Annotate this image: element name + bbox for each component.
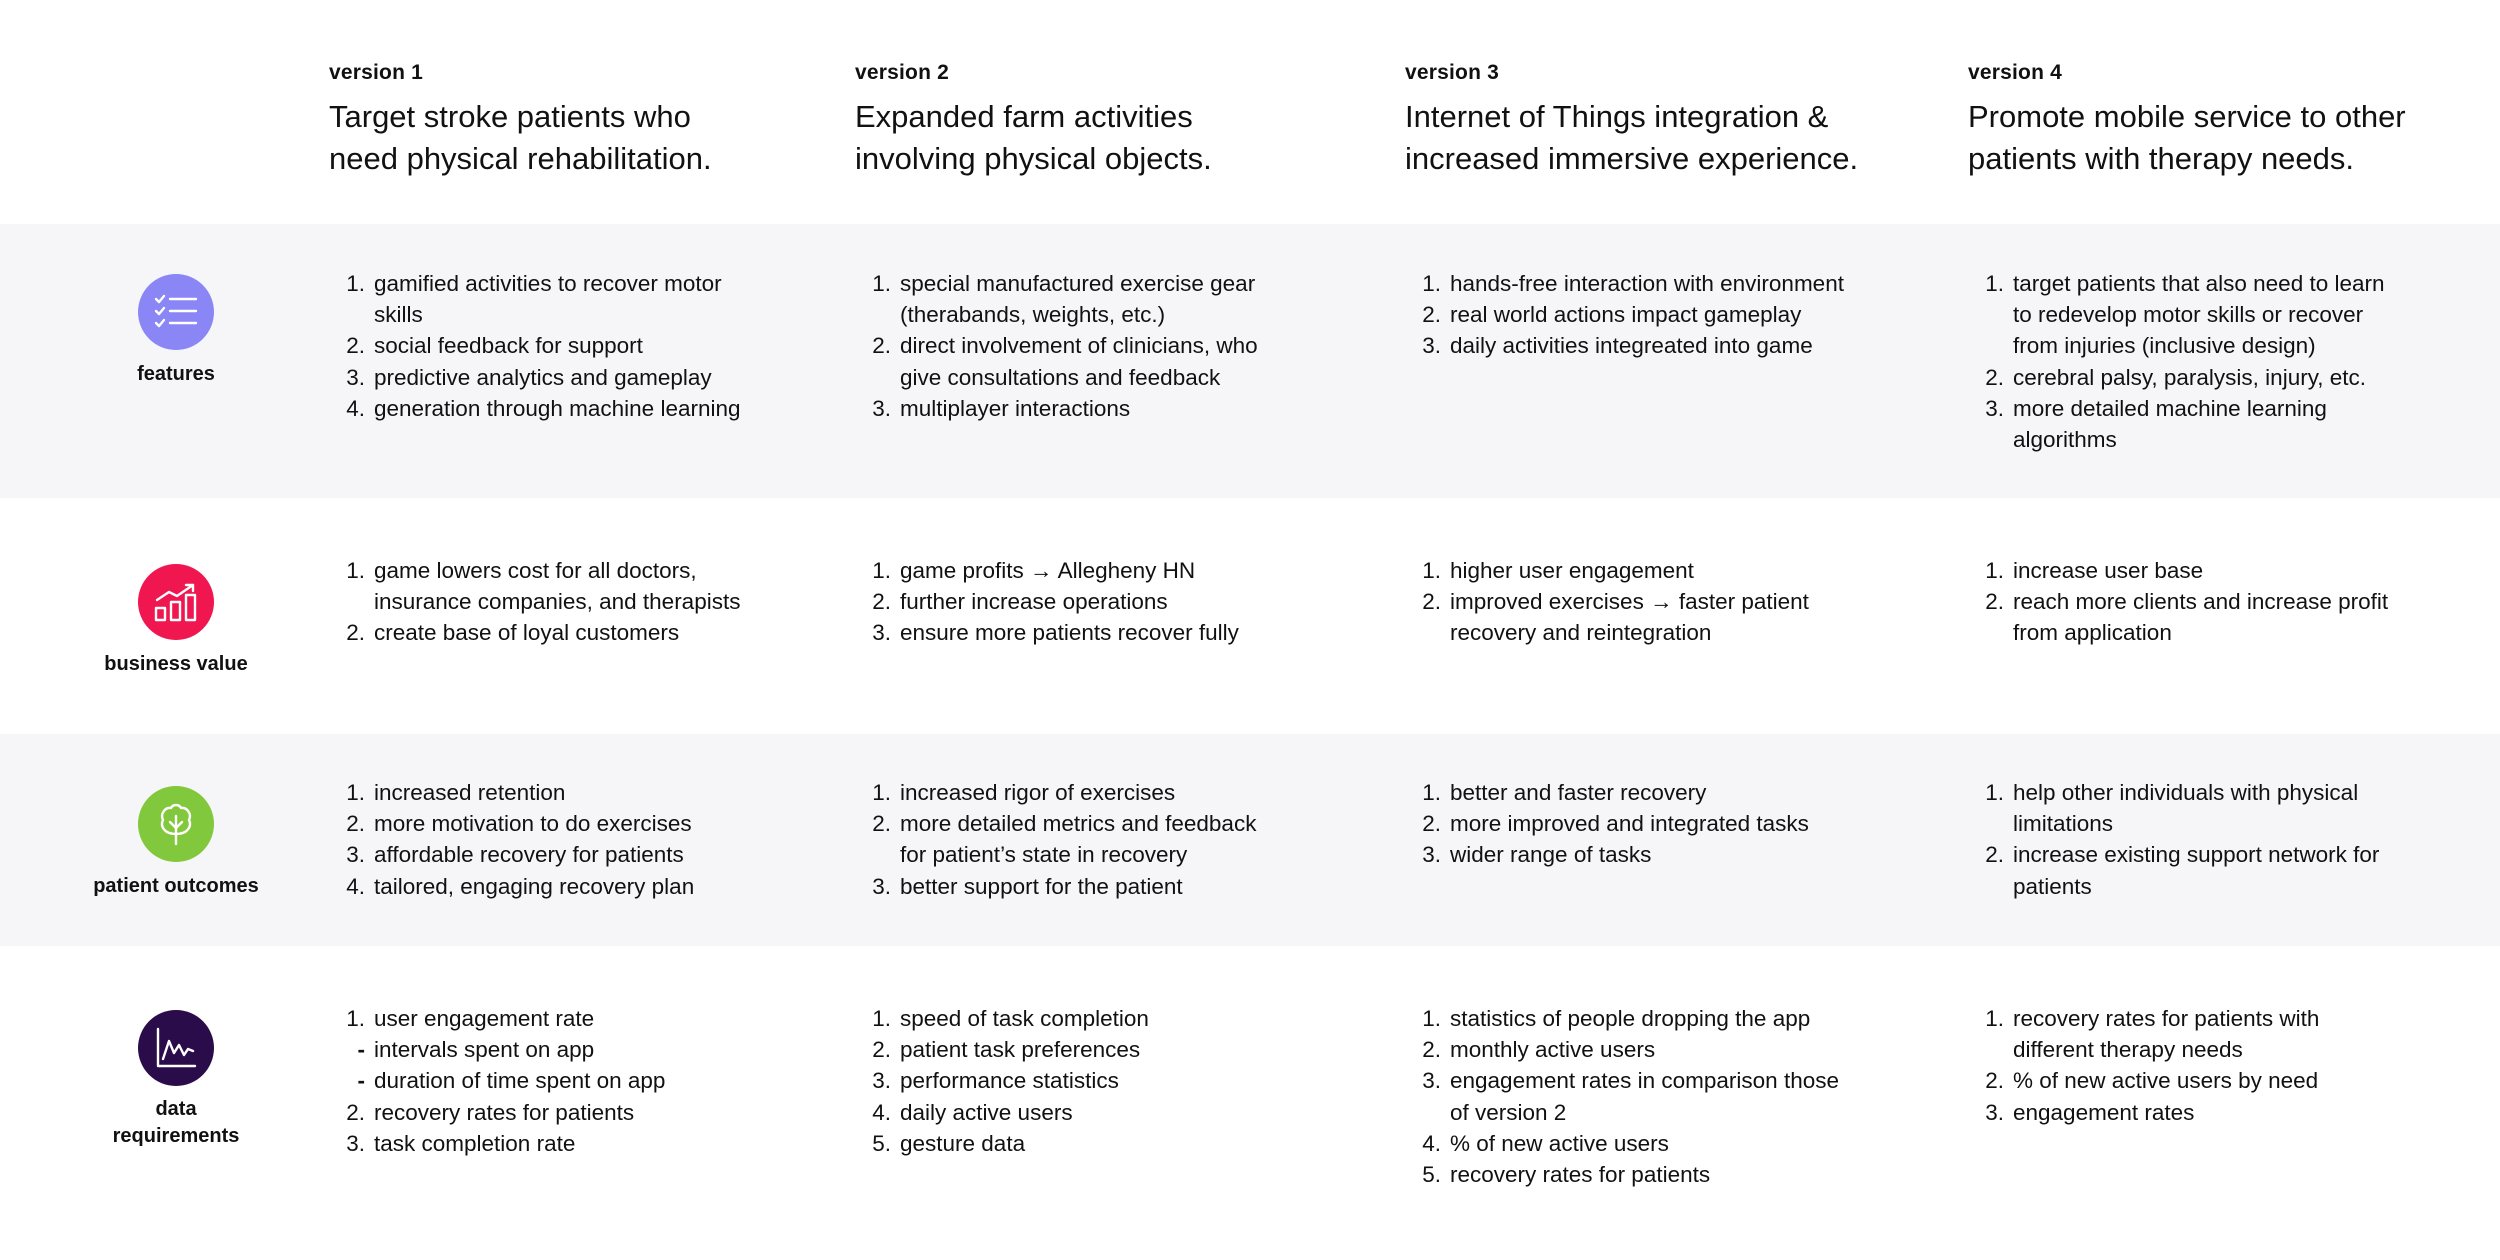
- list-item-text: further increase operations: [900, 589, 1168, 615]
- list-item: [1968, 1065, 2319, 1096]
- list-item-text: create base of loyal customers: [374, 620, 680, 646]
- list-item: [1405, 777, 1809, 808]
- list-item: [855, 268, 1258, 330]
- list-item-text: target patients that also need to learn: [2013, 271, 2385, 296]
- list-item-text: for patient’s state in recovery: [900, 842, 1188, 868]
- list-marker: 2.: [872, 589, 891, 615]
- cell-list-business-value-v3: [1405, 555, 1809, 649]
- list-marker: 1.: [1422, 271, 1441, 296]
- list-item-text: ensure more patients recover fully: [900, 620, 1239, 646]
- list-item: [1968, 1097, 2319, 1128]
- version-title-line: Expanded farm activities: [855, 99, 1193, 134]
- business-value-icon-badge: [138, 564, 214, 640]
- version-label: version 1: [329, 61, 424, 84]
- row-label: [0, 872, 352, 900]
- list-item-text: daily activities integreated into game: [1450, 333, 1813, 359]
- list-marker: 1.: [346, 780, 365, 805]
- list-item-text: hands-free interaction with environment: [1450, 271, 1844, 296]
- list-item: [1405, 839, 1809, 870]
- version-title-line: need physical rehabilitation.: [329, 141, 712, 176]
- list-item-text: patients: [2013, 873, 2092, 899]
- growth-chart-icon: [153, 582, 199, 622]
- list-item: [329, 1128, 665, 1159]
- row-label-line: business value: [104, 653, 248, 675]
- list-item: [1405, 330, 1844, 361]
- version-title: [855, 96, 1212, 180]
- list-item: [855, 1003, 1149, 1034]
- list-item-text: improved exercises → faster patient: [1450, 589, 1809, 615]
- row-header-business-value: [0, 564, 352, 678]
- list-marker: 3.: [872, 620, 891, 646]
- version-title-line: Promote mobile service to other: [1968, 99, 2406, 134]
- list-item-text: more detailed metrics and feedback: [900, 811, 1257, 837]
- list-marker: 3.: [346, 1130, 365, 1156]
- row-header-data-requirements: [0, 1010, 352, 1150]
- row-label-line: data: [155, 1098, 197, 1120]
- list-marker: 3.: [872, 1068, 891, 1094]
- list-item-text: % of new active users: [1450, 1130, 1669, 1156]
- cell-list-patient-outcomes-v3: [1405, 777, 1809, 871]
- list-marker: 2.: [1985, 364, 2004, 390]
- tree-icon: [156, 802, 196, 846]
- list-marker: 1.: [1422, 558, 1441, 583]
- checklist-icon: [154, 294, 198, 330]
- list-marker: 1.: [872, 780, 891, 805]
- list-item-text: increased retention: [374, 780, 566, 805]
- list-item: [855, 808, 1256, 870]
- list-item: [329, 1097, 665, 1128]
- list-item-text: skills: [374, 302, 423, 328]
- version-title-line: Internet of Things integration &: [1405, 99, 1829, 134]
- list-marker: 3.: [1422, 1068, 1441, 1094]
- list-item: [1968, 268, 2385, 362]
- list-marker: 1.: [1985, 780, 2004, 805]
- cell-list-business-value-v1: [329, 555, 740, 649]
- list-item: [1405, 1065, 1839, 1127]
- list-item-text: cerebral palsy, paralysis, injury, etc.: [2013, 364, 2367, 390]
- version-title-line: involving physical objects.: [855, 141, 1212, 176]
- list-marker: 2.: [1985, 1068, 2004, 1094]
- list-item: [329, 330, 741, 361]
- list-marker: 2.: [1985, 842, 2004, 868]
- list-item: [855, 1128, 1149, 1159]
- list-marker: 2.: [872, 1037, 891, 1063]
- list-item-text: monthly active users: [1450, 1037, 1656, 1063]
- list-item: [1968, 839, 2379, 901]
- cell-list-patient-outcomes-v4: [1968, 777, 2379, 902]
- row-header-features: [0, 274, 352, 388]
- list-item-text: affordable recovery for patients: [374, 842, 684, 868]
- list-item-text: intervals spent on app: [374, 1037, 595, 1063]
- list-marker: 4.: [872, 1099, 891, 1125]
- data-requirements-icon-badge: [138, 1010, 214, 1086]
- list-item-text: different therapy needs: [2013, 1037, 2243, 1063]
- list-item: [855, 1034, 1149, 1065]
- list-item-text: gesture data: [900, 1130, 1026, 1156]
- list-item: [329, 1003, 665, 1034]
- cell-list-data-requirements-v1: [329, 1003, 665, 1159]
- list-item: [329, 555, 740, 617]
- list-item: [855, 330, 1258, 392]
- list-marker: 1.: [346, 1006, 365, 1031]
- row-label-line: requirements: [112, 1125, 240, 1147]
- list-item-text: better support for the patient: [900, 873, 1183, 899]
- list-marker: 1.: [346, 271, 365, 296]
- list-item: [1968, 393, 2385, 455]
- list-item-text: increase existing support network for: [2013, 842, 2380, 868]
- list-item-text: % of new active users by need: [2013, 1068, 2319, 1094]
- list-marker: 2.: [1422, 1037, 1441, 1063]
- list-marker: 1.: [1422, 1006, 1441, 1031]
- list-item-text: engagement rates in comparison those: [1450, 1068, 1839, 1094]
- list-marker: 2.: [1422, 302, 1441, 328]
- list-item-text: tailored, engaging recovery plan: [374, 873, 695, 899]
- list-item-text: from application: [2013, 620, 2172, 646]
- list-marker: 4.: [346, 395, 365, 421]
- cell-list-data-requirements-v2: [855, 1003, 1149, 1159]
- list-marker: 4.: [346, 873, 365, 899]
- list-marker: 3.: [1422, 842, 1441, 868]
- list-item: [855, 871, 1256, 902]
- list-item: [1405, 808, 1809, 839]
- list-item-text: user engagement rate: [374, 1006, 595, 1031]
- version-label: version 3: [1405, 61, 1500, 84]
- list-item-text: direct involvement of clinicians, who: [900, 333, 1258, 359]
- list-item: [1405, 586, 1809, 648]
- list-marker: 2.: [872, 811, 891, 837]
- list-marker: 2.: [1422, 589, 1441, 615]
- list-item-text: game profits → Allegheny HN: [900, 558, 1196, 583]
- list-item-text: recovery rates for patients: [374, 1099, 635, 1125]
- list-marker: 2.: [1985, 589, 2004, 615]
- list-item-text: speed of task completion: [900, 1006, 1149, 1031]
- list-item-text: multiplayer interactions: [900, 395, 1131, 421]
- cell-list-business-value-v2: [855, 555, 1239, 649]
- cell-list-patient-outcomes-v2: [855, 777, 1256, 902]
- version-title-line: increased immersive experience.: [1405, 141, 1859, 176]
- row-label: [0, 360, 352, 388]
- row-label-line: features: [137, 363, 215, 385]
- list-marker: 2.: [872, 333, 891, 359]
- list-item-text: recovery rates for patients with: [2013, 1006, 2320, 1031]
- list-item-text: increased rigor of exercises: [900, 780, 1176, 805]
- list-item: [1968, 586, 2388, 648]
- list-marker: 3.: [346, 364, 365, 390]
- list-item-text: to redevelop motor skills or recover: [2013, 302, 2364, 328]
- list-marker: 3.: [1422, 333, 1441, 359]
- list-marker: 3.: [872, 873, 891, 899]
- list-item: [855, 586, 1239, 617]
- version-title: [1968, 96, 2406, 180]
- list-item: [329, 808, 694, 839]
- list-marker: 1.: [1985, 558, 2004, 583]
- list-item-text: social feedback for support: [374, 333, 643, 359]
- cell-list-data-requirements-v3: [1405, 1003, 1839, 1190]
- list-item-text: recovery and reintegration: [1450, 620, 1712, 646]
- list-item-text: more improved and integrated tasks: [1450, 811, 1809, 837]
- list-item-text: from injuries (inclusive design): [2013, 333, 2316, 359]
- list-item-text: insurance companies, and therapists: [374, 589, 741, 615]
- list-item: [329, 362, 741, 393]
- list-marker: 1.: [1985, 1006, 2004, 1031]
- list-item-text: (therabands, weights, etc.): [900, 302, 1166, 328]
- version-title-line: Target stroke patients who: [329, 99, 691, 134]
- list-item: [329, 268, 741, 330]
- list-item: [1405, 299, 1844, 330]
- list-item-text: limitations: [2013, 811, 2114, 837]
- version-title: [1405, 96, 1858, 180]
- list-marker: 1.: [872, 558, 891, 583]
- patient-outcomes-icon-badge: [138, 786, 214, 862]
- list-item-text: predictive analytics and gameplay: [374, 364, 712, 390]
- cell-list-features-v3: [1405, 268, 1844, 362]
- list-item-text: statistics of people dropping the app: [1450, 1006, 1811, 1031]
- list-item: [1405, 1128, 1839, 1159]
- list-marker: 1.: [872, 1006, 891, 1031]
- row-label: [0, 650, 352, 678]
- line-chart-icon: [155, 1027, 197, 1069]
- list-item-text: more detailed machine learning: [2013, 395, 2327, 421]
- cell-list-features-v1: [329, 268, 741, 424]
- version-title: [329, 96, 712, 180]
- list-item: [329, 617, 740, 648]
- list-item: [855, 555, 1239, 586]
- list-marker: 1.: [1985, 271, 2004, 296]
- list-marker: 3.: [346, 842, 365, 868]
- list-item-text: duration of time spent on app: [374, 1068, 666, 1094]
- list-item-text: performance statistics: [900, 1068, 1119, 1094]
- list-item: [1968, 777, 2379, 839]
- list-item-text: increase user base: [2013, 558, 2204, 583]
- list-marker: 1.: [346, 558, 365, 583]
- list-marker: 5.: [872, 1130, 891, 1156]
- list-item-text: recovery rates for patients: [1450, 1162, 1711, 1188]
- list-marker: 3.: [1985, 1099, 2004, 1125]
- list-marker: 2.: [346, 1099, 365, 1125]
- row-label-line: patient outcomes: [93, 875, 259, 897]
- list-item-text: special manufactured exercise gear: [900, 271, 1256, 296]
- list-item: [1405, 268, 1844, 299]
- list-item-text: wider range of tasks: [1450, 842, 1652, 868]
- list-item-text: gamified activities to recover motor: [374, 271, 722, 296]
- list-item-text: give consultations and feedback: [900, 364, 1221, 390]
- list-item: [855, 1065, 1149, 1096]
- list-item: [1968, 555, 2388, 586]
- list-item-text: algorithms: [2013, 427, 2117, 453]
- list-item: [329, 1034, 665, 1065]
- list-item-text: game lowers cost for all doctors,: [374, 558, 697, 583]
- list-item-text: help other individuals with physical: [2013, 780, 2359, 805]
- list-marker: 2.: [346, 333, 365, 359]
- list-item: [1405, 1003, 1839, 1034]
- list-marker: 3.: [1985, 395, 2004, 421]
- list-marker: 3.: [872, 395, 891, 421]
- list-marker: 4.: [1422, 1130, 1441, 1156]
- version-label: version 4: [1968, 61, 2063, 84]
- list-marker: 1.: [1422, 780, 1441, 805]
- list-marker: 2.: [1422, 811, 1441, 837]
- list-marker: 2.: [346, 811, 365, 837]
- list-item-text: of version 2: [1450, 1099, 1567, 1125]
- list-item-text: real world actions impact gameplay: [1450, 302, 1802, 328]
- list-item: [329, 393, 741, 424]
- list-item: [1405, 1159, 1839, 1190]
- list-item: [329, 871, 694, 902]
- list-item: [855, 1097, 1149, 1128]
- cell-list-features-v2: [855, 268, 1258, 424]
- list-item: [329, 1065, 665, 1096]
- list-item-text: engagement rates: [2013, 1099, 2195, 1125]
- list-item-text: more motivation to do exercises: [374, 811, 692, 837]
- list-item-text: daily active users: [900, 1099, 1073, 1125]
- list-marker: -: [357, 1037, 365, 1063]
- cell-list-patient-outcomes-v1: [329, 777, 694, 902]
- list-item-text: task completion rate: [374, 1130, 576, 1156]
- list-item-text: patient task preferences: [900, 1037, 1141, 1063]
- list-item-text: higher user engagement: [1450, 558, 1694, 583]
- list-item: [1968, 1003, 2319, 1065]
- cell-list-business-value-v4: [1968, 555, 2388, 649]
- list-item: [1405, 555, 1809, 586]
- list-marker: -: [357, 1068, 365, 1094]
- cell-list-features-v4: [1968, 268, 2385, 455]
- list-item: [329, 777, 694, 808]
- list-item-text: better and faster recovery: [1450, 780, 1707, 805]
- list-item: [329, 839, 694, 870]
- list-item-text: generation through machine learning: [374, 395, 741, 421]
- list-item: [855, 393, 1258, 424]
- list-item: [1968, 362, 2385, 393]
- features-icon-badge: [138, 274, 214, 350]
- version-title-line: patients with therapy needs.: [1968, 141, 2355, 176]
- cell-list-data-requirements-v4: [1968, 1003, 2319, 1128]
- row-label: [0, 1096, 352, 1150]
- list-marker: 2.: [346, 620, 365, 646]
- list-item-text: reach more clients and increase profit: [2013, 589, 2389, 615]
- row-header-patient-outcomes: [0, 786, 352, 900]
- list-marker: 5.: [1422, 1162, 1441, 1188]
- list-item: [855, 777, 1256, 808]
- version-label: version 2: [855, 61, 950, 84]
- list-item: [855, 617, 1239, 648]
- list-item: [1405, 1034, 1839, 1065]
- list-marker: 1.: [872, 271, 891, 296]
